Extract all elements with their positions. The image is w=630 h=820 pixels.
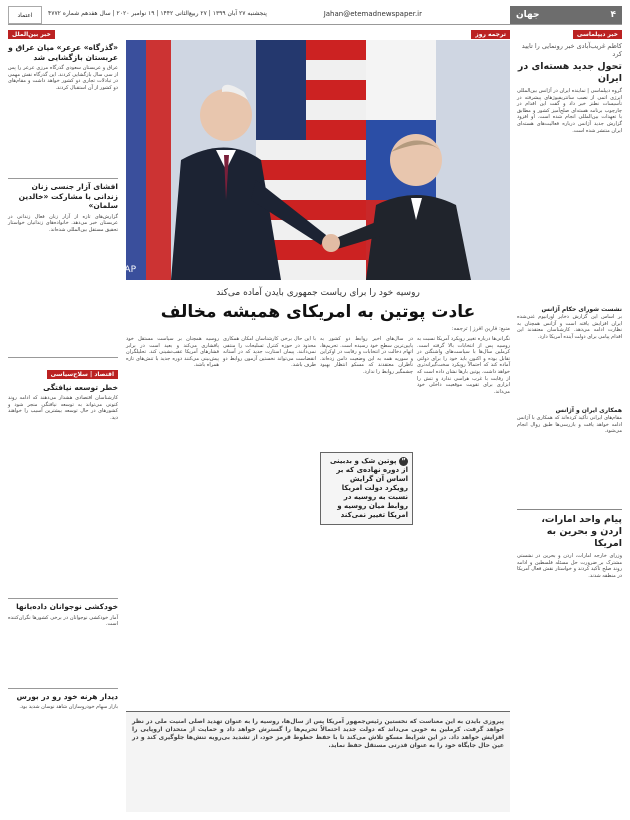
left-column-label: خبر بین‌الملل [8, 30, 55, 39]
newspaper-logo: اعتماد [8, 6, 42, 24]
photo-credit: AP [124, 265, 136, 275]
right-headline-2: پیام واحد امارات، اردن و بحرین به امریکا [541, 514, 622, 549]
right-text-2: مقام‌های ایرانی تأکید کرده‌اند که همکاری با آژانس ادامه خواهد یافت و بازرسی‌ها طبق روال انجام می‌شود. [517, 415, 622, 435]
article-columns [126, 336, 510, 812]
divider [517, 509, 622, 510]
right-lead: گروه دیپلماسی | نماینده ایران در آژانس بین‌المللی انرژی اتمی از نصب سانتریفیوژهای پیشرفته در تأسیسات نطنز خبر داد و گفت این اقدام در چارچوب برنامه هسته‌ای صلح‌آمیز کشور و مطابق با تعهدات بین‌المللی انجام شده است. او افزود گزارش جدید آژانس درباره فعالیت‌های هسته‌ای ایران منتشر شده است. [517, 88, 622, 134]
left-story-2 [8, 182, 118, 358]
right-headline: تحول جدید هسته‌ای در ایران [517, 61, 622, 84]
right-column-label: خبر دیپلماسی [573, 30, 622, 39]
article-byline: منبع: فارین افرز | ترجمه: [451, 326, 510, 332]
left-headline-5: دیدار هرنه خود رو در بورس [16, 691, 118, 701]
left-story-5 [8, 692, 118, 745]
left-story-1 [8, 43, 118, 179]
header-email[interactable]: Jahan@etemadnewspaper.ir [323, 10, 422, 18]
right-subhead-1: نشست شورای حکام آژانس [541, 306, 622, 313]
article-supertitle: روسیه خود را برای ریاست جمهوری بایدن آماده می‌کند [216, 288, 420, 298]
left-headline-3: خطر توسعه نیافتگی [43, 382, 118, 392]
section-banner [510, 6, 622, 24]
left-column [8, 30, 118, 812]
pull-quote: ” پوتین شک و بدبینی از دوره نهاده‌ی که بر اساس آن گرایش رویکرد دولت امریکا نسبت به روسیه در روابط میان روسیه و امریکا تغییر نمی‌کند [320, 452, 413, 525]
left-headline-1: «گذرگاه» عرعر» میان عراق و عربستان بازگشایی شد [8, 43, 118, 62]
article-column-3: با این حال برخی کارشناسان امکان همکاری محدود در حوزه کنترل تسلیحات را منتفی نمی‌دانند. پیمان استارت جدید که در آستانه انقضاست می‌تواند نخستین آزمون روابط دو طرف باشد. [223, 336, 316, 369]
left-text-5: بازار سهام خودروسازان شاهد نوسان شدید بود. [19, 704, 118, 710]
header-date: پنجشنبه ۲۷ آبان ۱۳۹۹ | ۲۷ ربیع‌الثانی ۱۴۴۲ | ۱۹ نوامبر ۲۰۲۰ | سال هفدهم شماره ۴۷۷۲ [48, 10, 267, 17]
right-text-3: وزرای خارجه امارات، اردن و بحرین در نشستی مشترک بر ضرورت حل مسئله فلسطین و ادامه روند صلح تأکید کردند و خواستار نقش فعال آمریکا در منطقه شدند. [517, 553, 622, 579]
page-header [8, 6, 622, 25]
article-column-4: روسیه همچنان بر سیاست مستقل خود پافشاری می‌کند و بعید است در برابر فشارهای آمریکا عقب‌نشینی کند. تحلیلگران پیش‌بینی می‌کنند دوره جدید با تنش‌های تازه همراه باشد. [126, 336, 219, 369]
leaders-handshake-photo [126, 40, 510, 280]
section-title: جهان [516, 10, 540, 20]
article-column-2: در سال‌های اخیر روابط دو کشور به پایین‌ترین سطح خود رسیده است. تحریم‌ها، اتهام دخالت در انتخابات و رقابت در اوکراین و سوریه همه به این وضعیت دامن زده‌اند. ناظران معتقدند که مسکو انتظار بهبود چشمگیر روابط را ندارد. ” پوتین شک و بدبینی از دوره نهاده‌ی که بر اساس آن گرایش رویکرد دولت امریکا نسبت به روسیه در روابط میان روسیه و امریکا تغییر نمی‌کند [320, 336, 413, 812]
page-number: ۴ [610, 10, 616, 20]
right-kicker: کاظم غریب‌آبادی خبر رونمایی را تایید کرد [521, 42, 622, 58]
left-headline-4: خودکشی نوجوانان داده‌بانها [16, 602, 118, 611]
right-text-1: بر اساس این گزارش ذخایر اورانیوم غنی‌شده ایران افزایش یافته است و آژانس همچنان به نظارت ادامه می‌دهد. کارشناسان معتقدند این اقدام پیامی برای دولت آینده آمریکا دارد. [517, 314, 622, 340]
left-text-3: کارشناسان اقتصادی هشدار می‌دهند که ادامه روند کنونی می‌تواند به توسعه نیافتگی منجر شود و کشورهای در حال توسعه بیشترین آسیب را خواهند دید. [8, 395, 118, 421]
highlight-box: پیروزی بایدن به این معناست که نخستین رئیس‌جمهور آمریکا پس از سال‌ها، روسیه را به عنوان تهدید اصلی امنیت ملی در نظر خواهد گرفت. کرملین به خوبی می‌داند که دولت جدید احتمالاً تحریم‌ها را گسترش خواهد داد و حمایت از متحدان اروپایی را افزایش خواهد داد. در این شرایط مسکو تلاش می‌کند تا با حفظ خطوط قرمز خود، از تشدید بی‌رویه تنش‌ها جلوگیری کند و در عین حال جایگاه خود را به عنوان قدرتی مستقل حفظ نماید. [126, 711, 510, 812]
right-subhead-2: همکاری ایران و آژانس [555, 407, 622, 414]
right-column [517, 30, 622, 812]
article-column-1: نگرانی‌ها درباره تغییر رویکرد آمریکا نسبت به روسیه پس از انتخابات بالا گرفته است. کرملین سال‌ها با سیاست‌های واشنگتن در تقابل بوده و اکنون باید خود را برای دولتی آماده کند که احتمالاً رویکرد سخت‌گیرانه‌تری خواهد داشت. پوتین بارها نشان داده است که از رقابت با غرب هراسی ندارد و تنش را ابزاری برای تقویت موقعیت داخلی خود می‌داند. [417, 336, 510, 395]
left-headline-2: افشای آزار جنسی زنان زندانی با مشارکت «خالدین سلمان» [18, 182, 118, 210]
left-text-2: گزارش‌های تازه از آزار زنان فعال زندانی در عربستان خبر می‌دهد. خانواده‌های زندانیان خواستار تحقیق مستقل بین‌المللی شده‌اند. [8, 213, 118, 233]
left-text-1: عراق و عربستان سعودی گذرگاه مرزی عرعر را پس از سی سال بازگشایی کردند. این گذرگاه نقش مهمی در تبادلات تجاری دو کشور خواهد داشت و مقام‌های دو کشور از آن استقبال کردند. [8, 65, 118, 91]
center-article [126, 30, 510, 812]
left-story-3 [8, 383, 118, 600]
quote-icon: ” [399, 457, 408, 466]
photo-illustration [126, 40, 510, 280]
left-column-label-2: اقتصاد | سلاح‌سیاسی [47, 370, 118, 379]
left-story-4 [8, 602, 118, 689]
article-headline: عادت پوتین به امریکای همیشه مخالف [160, 302, 476, 322]
left-text-4: آمار خودکشی نوجوانان در برخی کشورها نگران‌کننده است. [8, 614, 118, 628]
center-label: ترجمه روز [471, 30, 510, 39]
